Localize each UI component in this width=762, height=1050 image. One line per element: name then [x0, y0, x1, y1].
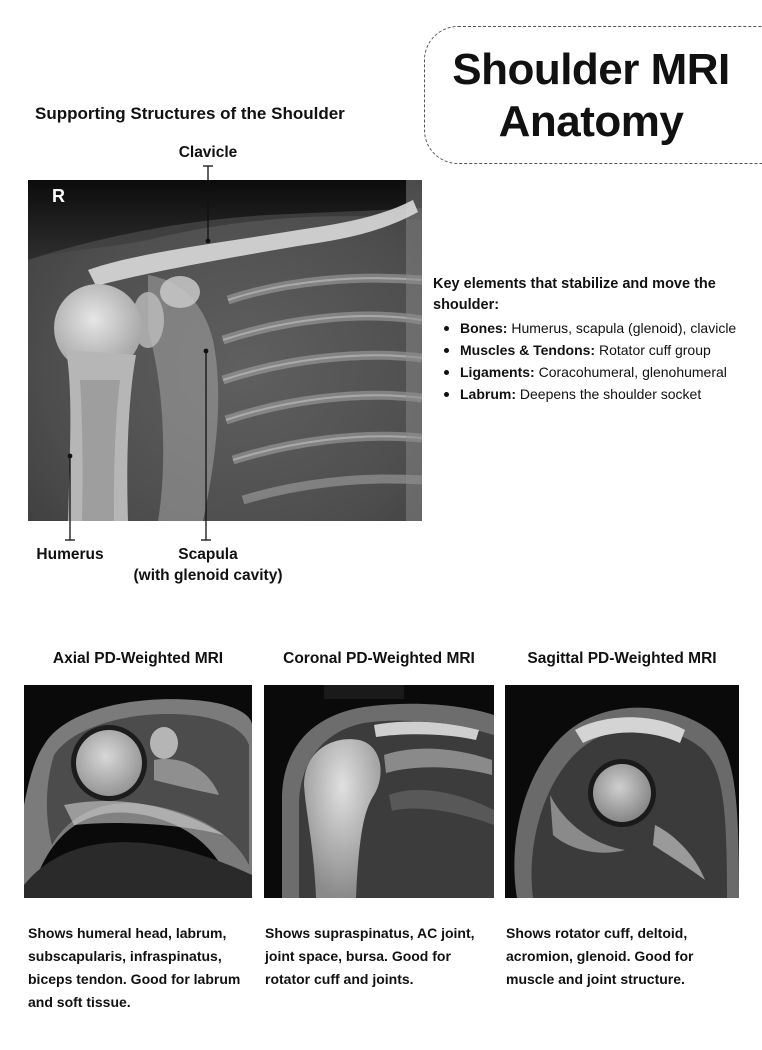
key-element-text: Humerus, scapula (glenoid), clavicle — [507, 320, 737, 336]
key-element-text: Deepens the shoulder socket — [516, 386, 702, 402]
clavicle-label: Clavicle — [178, 144, 238, 161]
key-elements-list — [442, 318, 742, 406]
key-element-text: Coracohumeral, glenohumeral — [534, 364, 727, 380]
key-element-term: Muscles & Tendons: — [460, 342, 596, 358]
key-element-term: Ligaments: — [460, 364, 535, 380]
key-element-item — [442, 384, 742, 405]
coronal-mri-image — [264, 685, 494, 898]
bullet-icon — [444, 326, 449, 331]
page-title-line2: Anatomy — [498, 97, 684, 146]
axial-mri-illustration — [24, 685, 252, 898]
sagittal-mri-heading: Sagittal PD-Weighted MRI — [527, 650, 717, 667]
key-element-item — [442, 318, 742, 339]
bullet-icon — [444, 348, 449, 353]
key-element-term: Labrum: — [460, 386, 516, 402]
key-element-item — [442, 362, 742, 383]
page-title-line1: Shoulder MRI — [452, 45, 730, 94]
bullet-icon — [444, 392, 449, 397]
key-element-term: Bones: — [460, 320, 508, 336]
coronal-mri-heading: Coronal PD-Weighted MRI — [283, 650, 475, 667]
axial-mri-heading: Axial PD-Weighted MRI — [52, 650, 224, 667]
scapula-label-main: Scapula — [178, 546, 238, 563]
sagittal-mri-illustration — [505, 685, 739, 898]
axial-mri-description: Shows humeral head, labrum, subscapularis, infraspinatus, biceps tendon. Good for labrum and soft tissue. — [28, 925, 241, 1010]
supporting-heading: Supporting Structures of the Shoulder — [35, 104, 345, 123]
xray-side-marker: R — [52, 186, 65, 206]
key-elements-intro: Key elements that stabilize and move the shoulder: — [433, 276, 716, 313]
scapula-label — [120, 546, 296, 585]
humerus-label: Humerus — [36, 546, 104, 563]
coronal-mri-description: Shows supraspinatus, AC joint, joint space, bursa. Good for rotator cuff and joints. — [265, 925, 475, 987]
sagittal-mri-description: Shows rotator cuff, deltoid, acromion, glenoid. Good for muscle and joint structure. — [506, 925, 694, 987]
axial-mri-image — [24, 685, 252, 898]
sagittal-mri-image — [505, 685, 739, 898]
coronal-mri-illustration — [264, 685, 494, 898]
bullet-icon — [444, 370, 449, 375]
key-element-text: Rotator cuff group — [595, 342, 711, 358]
scapula-label-sub: (with glenoid cavity) — [133, 567, 283, 584]
key-element-item — [442, 340, 742, 361]
